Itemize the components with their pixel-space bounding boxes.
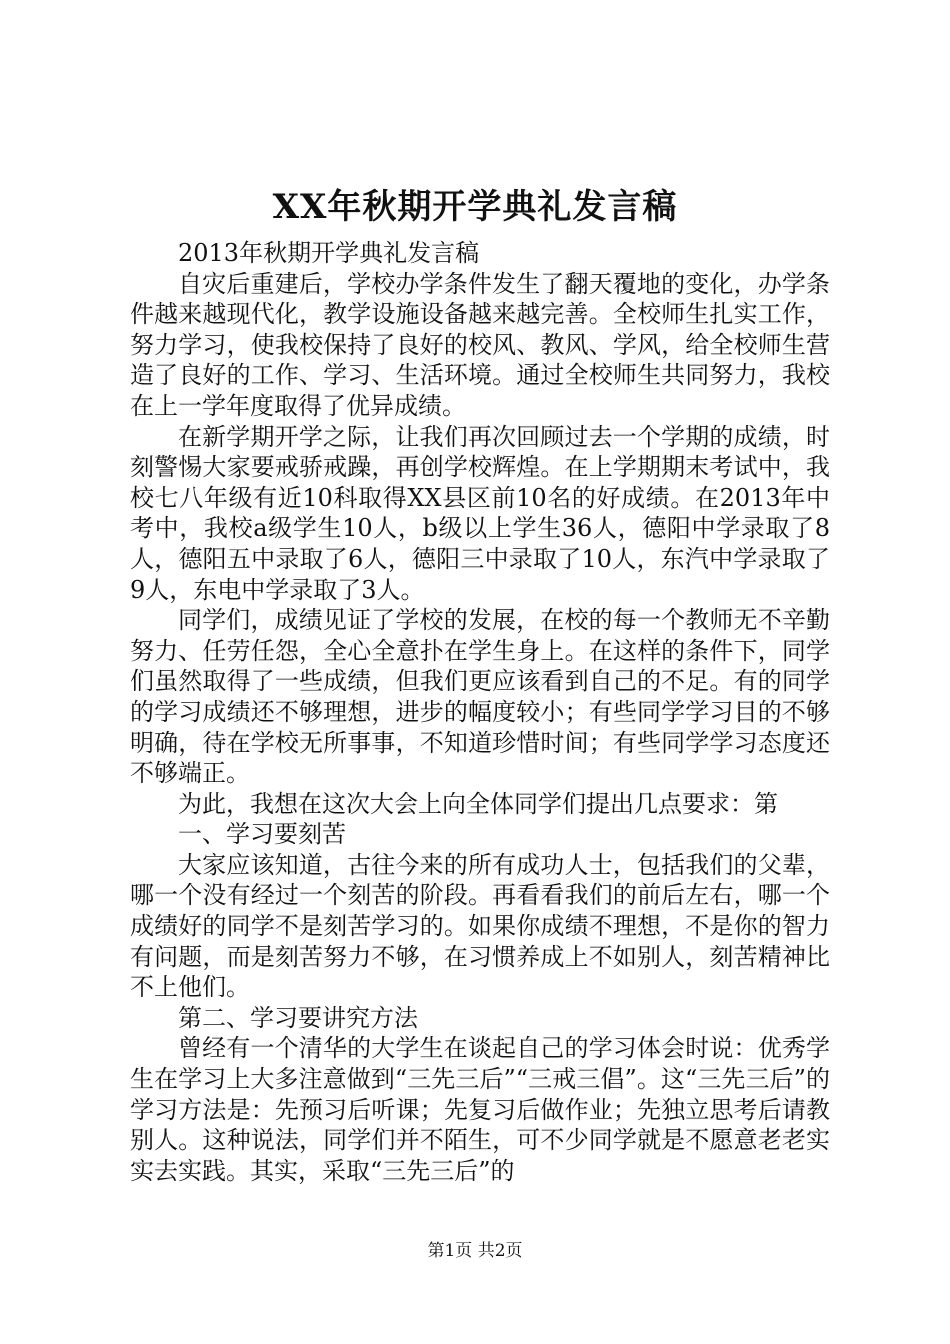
- paragraph-4: 为此，我想在这次大会上向全体同学们提出几点要求：第: [178, 789, 778, 818]
- paragraph-5: 大家应该知道，古往今来的所有成功人士，包括我们的父辈，哪一个没有经过一个刻苦的阶段。再看看我们的前后左右，哪一个成绩好的同学不是刻苦学习的。如果你成绩不理想，不是你的智力有问题，而是刻苦努力不够，在习惯养成上不如别人，刻苦精神比不上他们。: [130, 850, 830, 1002]
- paragraph-1: 自灾后重建后，学校办学条件发生了翻天覆地的变化，办学条件越来越现代化，教学设施设备越来越完善。全校师生扎实工作，努力学习，使我校保持了良好的校风、教风、学风，给全校师生营造了良好的工作、学习、生活环境。通过全校师生共同努力，我校在上一学年度取得了优异成绩。: [130, 269, 830, 420]
- document-body: [130, 238, 830, 1186]
- paragraph-6: 曾经有一个清华的大学生在谈起自己的学习体会时说：优秀学生在学习上大多注意做到“三先三后”“三戒三倡”。这“三先三后”的学习方法是：先预习后听课；先复习后做作业；先独立思考后请教别人。这种说法，同学们并不陌生，可不少同学就是不愿意老老实实去实践。其实，采取“三先三后”的: [130, 1034, 830, 1185]
- paragraph-subtitle: 2013年秋期开学典礼发言稿: [178, 239, 480, 267]
- section-heading-2: 第二、学习要讲究方法: [178, 1003, 418, 1032]
- section-heading-1: 一、学习要刻苦: [178, 820, 346, 849]
- paragraph-3: 同学们，成绩见证了学校的发展，在校的每一个教师无不辛勤努力、任劳任怨，全心全意扑在学生身上。在这样的条件下，同学们虽然取得了一些成绩，但我们更应该看到自己的不足。有的同学的学习成绩还不够理想，进步的幅度较小；有些同学学习目的不够明确，待在学校无所事事，不知道珍惜时间；有些同学学习态度还不够端正。: [130, 606, 830, 788]
- document-title: XX年秋期开学典礼发言稿: [272, 187, 678, 227]
- paragraph-2: 在新学期开学之际，让我们再次回顾过去一个学期的成绩，时刻警惕大家要戒骄戒躁，再创学校辉煌。在上学期期末考试中，我校七八年级有近10科取得XX县区前10名的好成绩。在2013年中考中，我校a级学生10人，b级以上学生36人，德阳中学录取了8人，德阳五中录取了6人，德阳三中录取了10人，东汽中学录取了9人，东电中学录取了3人。: [130, 422, 830, 604]
- page-footer: 第1页 共2页: [427, 1241, 523, 1261]
